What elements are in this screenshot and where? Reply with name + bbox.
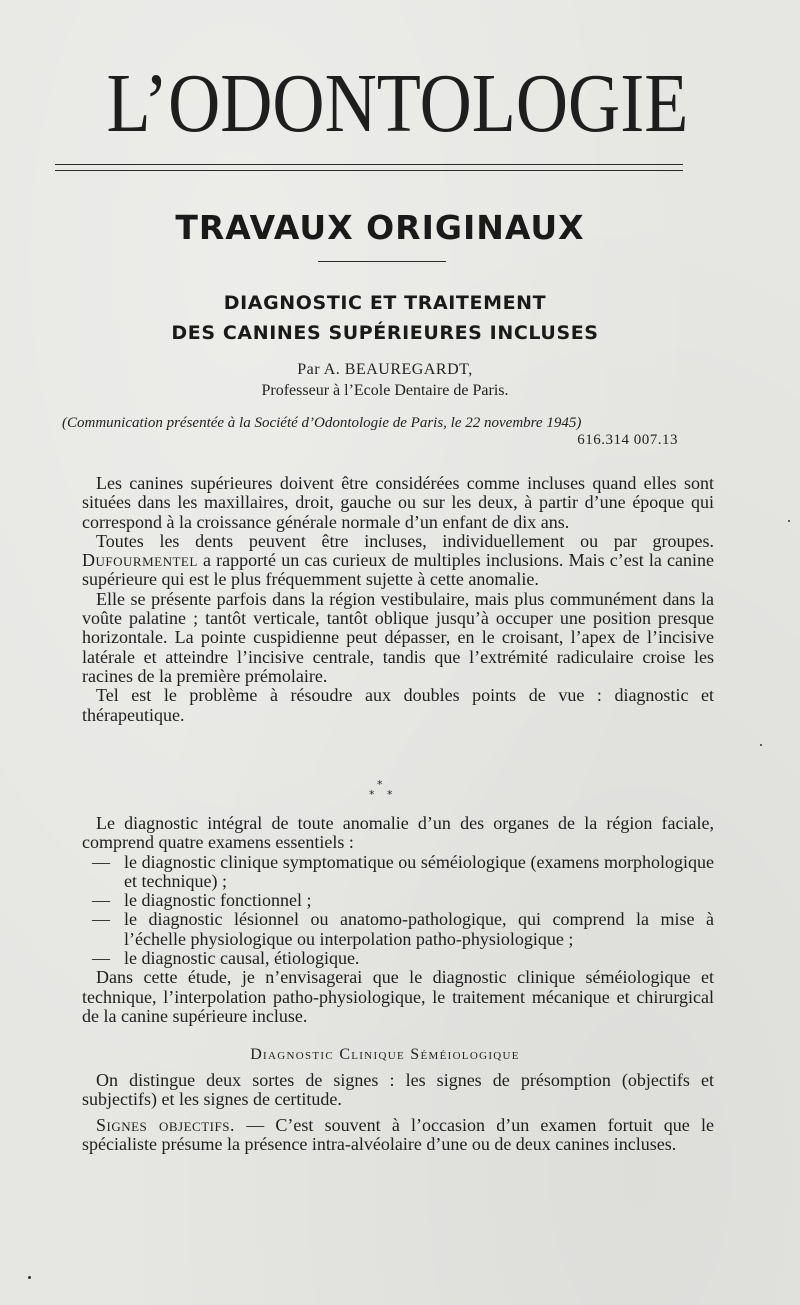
paragraph-5: Le diagnostic intégral de toute anomalie d’un des organes de la région faciale, comprend quatre examens essentiels : — [82, 813, 714, 853]
list-item — [82, 891, 714, 910]
dash-marker: — — [92, 909, 110, 930]
list-item-text: le diagnostic fonctionnel ; — [124, 890, 312, 911]
paragraph-8-rest: — C’est souvent à l’occasion d’un examen fortuit que le spécialiste présume la présence intra-alvéolaire d’une ou de deux canines incluses. — [82, 1114, 714, 1154]
paragraph-8 — [82, 1116, 714, 1155]
subsection-heading: Diagnostic Clinique Séméiologique — [250, 1046, 520, 1063]
author-affiliation: Professeur à l’Ecole Dentaire de Paris. — [261, 382, 509, 399]
paragraph-2-rest: a rapporté un cas curieux de multiples inclusions. Mais c’est la canine supérieure qui est le plus fréquemment sujette à cette anomalie. — [82, 550, 714, 590]
section-divider — [318, 261, 446, 262]
list-item-text: le diagnostic causal, étiologique. — [124, 948, 360, 969]
author-byline: Par A. BEAUREGARDT, — [297, 361, 473, 378]
body-text-block-2 — [82, 814, 714, 1026]
article-title-line-1: DIAGNOSTIC ET TRAITEMENT — [223, 292, 547, 314]
asterisk: * — [377, 778, 383, 791]
print-speck — [760, 744, 762, 746]
print-speck — [28, 1276, 31, 1279]
paragraph-8-lead: Signes objectifs. — [96, 1114, 235, 1135]
dash-marker: — — [92, 948, 110, 969]
paragraph-7: On distingue deux sortes de signes : les signes de présomption (objectifs et subjectifs) et les signes de certitude. — [82, 1070, 714, 1110]
paragraph-1: Les canines supérieures doivent être considérées comme incluses quand elles sont situées dans les maxillaires, droit, gauche ou sur les deux, à partir d’une époque qui correspond à la croissance générale normale d’un enfant de dix ans. — [82, 473, 714, 532]
print-speck — [788, 520, 790, 522]
paragraph-4: Tel est le problème à résoudre aux doubles points de vue : diagnostic et thérapeutique. — [82, 685, 714, 725]
body-text-block-1 — [82, 474, 714, 725]
asterisk: * — [387, 788, 393, 801]
paragraph-3: Elle se présente parfois dans la région vestibulaire, mais plus communément dans la voûte palatine ; tantôt verticale, tantôt oblique jusqu’à occuper une position presque horizontale. La pointe cuspidienne peut dépasser, en le croisant, l’apex de l’incisive latérale et atteindre l’incisive centrale, tandis que l’extrémité radiculaire croise les racines de la première prémolaire. — [82, 588, 714, 686]
list-item — [82, 910, 714, 949]
journal-title: L’ODONTOLOGIE — [106, 57, 689, 150]
section-title: TRAVAUX ORIGINAUX — [175, 208, 585, 247]
list-item — [82, 853, 714, 892]
paragraph-2 — [82, 532, 714, 590]
list-item — [82, 949, 714, 968]
dash-marker: — — [92, 890, 110, 911]
list-item-text: le diagnostic clinique symptomatique ou séméiologique (examens morphologique et technique) ; — [124, 851, 714, 891]
diagnostic-list — [82, 853, 714, 969]
section-separator-asterisks — [365, 778, 405, 802]
dash-marker: — — [92, 851, 110, 872]
asterisk: * — [369, 788, 375, 801]
article-title-line-2: DES CANINES SUPÉRIEURES INCLUSES — [171, 322, 599, 344]
classification-number: 616.314 007.13 — [577, 432, 678, 448]
body-text-block-3 — [82, 1071, 714, 1154]
communication-note: (Communication présentée à la Société d’Odontologie de Paris, le 22 novembre 1945) — [62, 415, 582, 431]
list-item-text: le diagnostic lésionnel ou anatomo-pathologique, qui comprend la mise à l’échelle physiologique ou interpolation patho-physiologique ; — [124, 909, 714, 949]
masthead-double-rule — [55, 164, 683, 171]
paragraph-6: Dans cette étude, je n’envisagerai que le diagnostic clinique séméiologique et technique, l’interpolation patho-physiologique, le traitement mécanique et chirurgical de la canine supérieure incluse. — [82, 967, 714, 1026]
paragraph-2-start: Toutes les dents peuvent être incluses, individuellement ou par groupes. — [96, 530, 714, 551]
author-name-dufourmentel: Dufourmentel — [82, 550, 198, 571]
